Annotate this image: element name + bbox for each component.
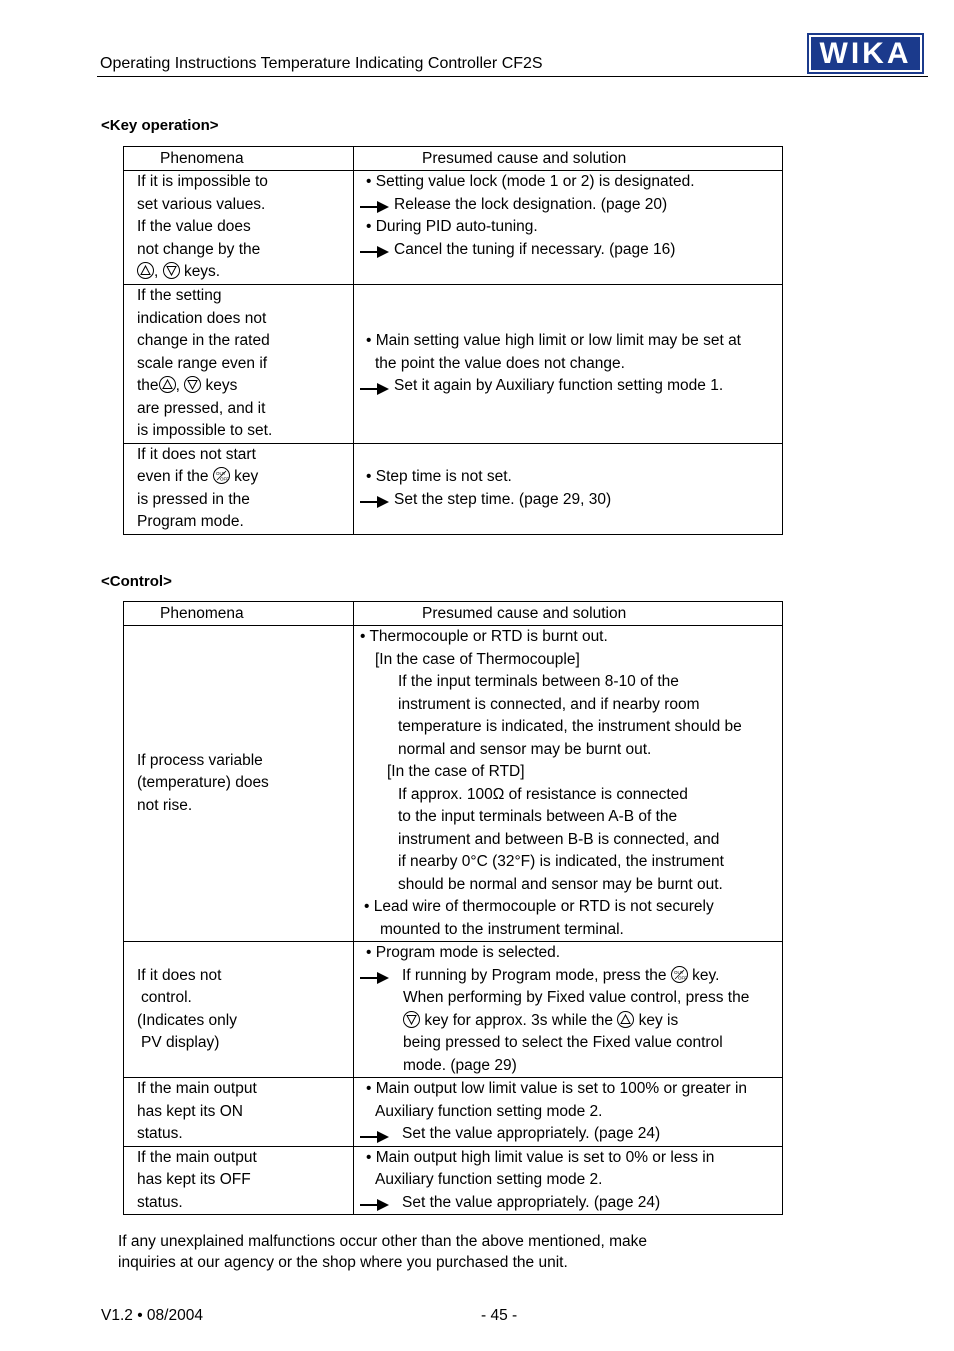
table-row <box>124 942 783 1078</box>
col-phenomena: Phenomena <box>124 147 354 171</box>
svg-text:OFF: OFF <box>677 975 687 980</box>
header-title: Operating Instructions Temperature Indicating Controller CF2S <box>100 55 543 72</box>
table-header <box>124 147 783 171</box>
down-key-icon <box>163 262 180 279</box>
wika-logo <box>807 33 924 74</box>
col-phenomena: Phenomena <box>124 602 354 626</box>
table-row <box>124 626 783 942</box>
table-row <box>124 171 783 285</box>
arrow-right-icon <box>360 493 390 505</box>
solution-cell: • Main output low limit value is set to 100% or greater in Auxiliary function setting mode 2. Set the value appropriately. (page 24) <box>354 1078 783 1147</box>
arrow-right-icon <box>360 969 390 981</box>
up-key-icon <box>617 1011 634 1028</box>
control-table <box>123 601 783 1215</box>
logo-text: WIKA <box>811 37 920 70</box>
phenomena-cell: If it does not start even if the OUT OFF key is pressed in the Program mode. <box>124 443 354 534</box>
table-row <box>124 443 783 534</box>
up-key-icon <box>137 262 154 279</box>
arrow-right-icon <box>360 1196 390 1208</box>
svg-text:OUT: OUT <box>215 471 226 476</box>
arrow-right-icon <box>360 380 390 392</box>
phenomena-cell: If the main output has kept its OFF status. <box>124 1146 354 1215</box>
phenomena-cell: If the setting indication does not change in the rated scale range even if the , keys are pressed, and it is impossible to set. <box>124 285 354 444</box>
phenomena-cell: If the main output has kept its ON status. <box>124 1078 354 1147</box>
table-row <box>124 1078 783 1147</box>
svg-text:OFF: OFF <box>219 476 229 482</box>
arrow-right-icon <box>360 243 390 255</box>
phenomena-cell: If it does not control. (Indicates only PV display) <box>124 942 354 1078</box>
phenomena-cell: If process variable (temperature) does not rise. <box>124 626 354 942</box>
key-operation-heading: <Key operation> <box>101 117 219 134</box>
key-operation-table <box>123 146 783 535</box>
out-off-key-icon <box>213 467 230 484</box>
table-row <box>124 285 783 444</box>
solution-cell: • Step time is not set. Set the step time. (page 29, 30) <box>354 443 783 534</box>
down-key-icon <box>403 1011 420 1028</box>
solution-cell: • Main output high limit value is set to 0% or less in Auxiliary function setting mode 2. Set the value appropriately. (page 24) <box>354 1146 783 1215</box>
page-number: - 45 - <box>481 1307 518 1324</box>
svg-text:OUT: OUT <box>673 969 684 975</box>
footer-note: If any unexplained malfunctions occur other than the above mentioned, make inquiries at our agency or the shop where you purchased the unit. <box>118 1233 648 1271</box>
arrow-right-icon <box>360 1128 390 1140</box>
table-row <box>124 1146 783 1215</box>
solution-cell: • Thermocouple or RTD is burnt out. [In the case of Thermocouple] If the input terminals between 8-10 of the instrument is connected, and if nearby room temperature is indicated, the instrument should be normal and sensor may be burnt out. [In the case of RTD] If approx. 100Ω of resistance is connected to the input terminals between A-B of the instrument and between B-B is connected, and if nearby 0°C (32°F) is indicated, the instrument should be normal and sensor may be burnt out. • Lead wire of thermocouple or RTD is not securely mounted to the instrument terminal. <box>354 626 783 942</box>
control-heading: <Control> <box>101 573 172 590</box>
solution-cell: • Main setting value high limit or low limit may be set at the point the value does not change. Set it again by Auxiliary function setting mode 1. <box>354 285 783 444</box>
phenomena-cell: If it is impossible to set various values. If the value does not change by the , keys. <box>124 171 354 285</box>
col-solution: Presumed cause and solution <box>354 602 783 626</box>
solution-cell: • Program mode is selected. If running by Program mode, press the OUT OFF key. When performing by Fixed value control, press the key for approx. 3s while the key is being pressed to select the Fixed value control mode. (page 29) <box>354 942 783 1078</box>
header-rule <box>97 76 928 77</box>
up-key-icon <box>159 376 176 393</box>
down-key-icon <box>184 376 201 393</box>
arrow-right-icon <box>360 198 390 210</box>
version-label: V1.2 • 08/2004 <box>101 1307 203 1324</box>
solution-cell: • Setting value lock (mode 1 or 2) is designated. Release the lock designation. (page 20) • During PID auto-tuning. Cancel the tuning if necessary. (page 16) <box>354 171 783 285</box>
out-off-key-icon <box>671 966 688 983</box>
table-header <box>124 602 783 626</box>
col-solution: Presumed cause and solution <box>354 147 783 171</box>
